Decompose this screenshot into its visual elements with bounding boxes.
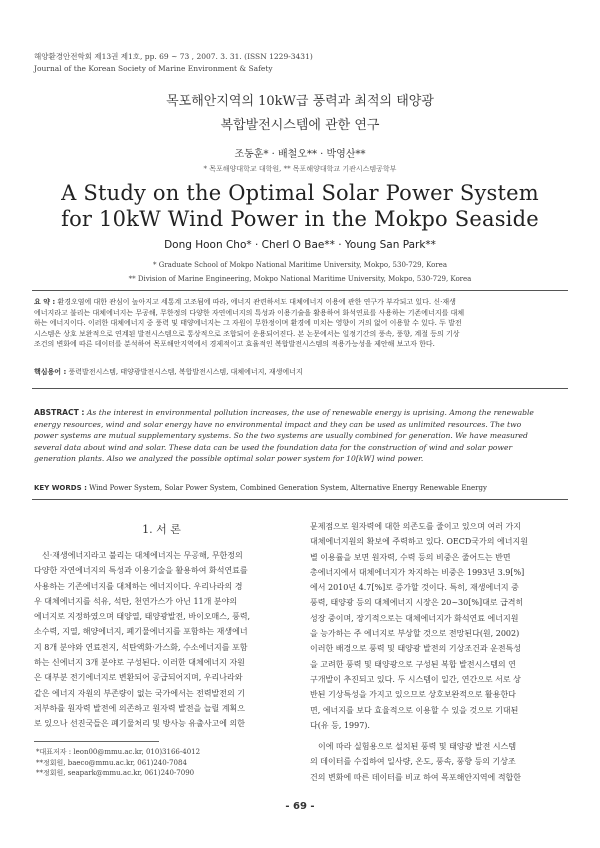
english-abstract-line: energy resources, wind and solar energy have no environmental impact and they can be used as unlimited resources. The two — [34, 419, 522, 429]
footnote-divider — [34, 741, 159, 742]
right-column — [310, 519, 566, 785]
body-line: 구개발이 추진되고 있다. 두 시스템이 일간, 연간으로 서로 상 — [310, 674, 521, 684]
keywords-divider — [32, 499, 568, 500]
korean-abstract-line: 조건의 변화에 따른 데이터를 분석하여 목포해안지역에서 경제적이고 효율적인 복합발전시스템의 적용가능성을 제안해 보고자 한다. — [34, 340, 435, 349]
body-line: 같은 에너지 자원의 부존량이 없는 국가에서는 전력발전의 기 — [34, 688, 245, 698]
body-line: 총에너지에서 대체에너지가 차지하는 비중은 1993년 3.9[%] — [310, 567, 525, 577]
english-title-line2: for 10kW Wind Power in the Mokpo Seaside — [61, 207, 539, 231]
body-line: 대체에너지원의 확보에 주력하고 있다. OECD국가의 에너지원 — [310, 537, 528, 547]
section-heading: 1. 서 론 — [142, 523, 181, 536]
korean-abstract-label: 요 약 : — [34, 298, 56, 306]
english-abstract — [34, 407, 566, 465]
body-line: 이러한 배경으로 풍력 및 태양광 발전의 기상조건과 운전특성 — [310, 644, 521, 654]
korean-abstract-line: 에너지라고 불리는 대체에너지는 무공해, 무한정의 다양한 자연에너지의 특성과 이용기술을 활용하여 화석연료를 사용하는 기존에너지를 대체 — [34, 308, 465, 317]
body-line: 성장 중이며, 장기적으로는 대체에너지가 화석연료 에너지원 — [310, 613, 519, 623]
english-keywords-text: Wind Power System, Solar Power System, Combined Generation System, Alternative Energy Renewable Energy — [89, 484, 487, 492]
body-line: 소수력, 지열, 해양에너지, 폐기물에너지를 포함하는 재생에너 — [34, 627, 248, 637]
footnote: *대표저자 : leon00@mmu.ac.kr, 010)3166-4012 — [36, 748, 201, 756]
english-affiliation-line1: * Graduate School of Mokpo National Maritime University, Mokpo, 530-729, Korea — [153, 261, 447, 269]
body-line: 반된 기상특성을 가지고 있으므로 상호보완적으로 활용한다 — [310, 690, 516, 700]
body-line: 신·재생에너지라고 불리는 대체에너지는 무공해, 무한정의 — [42, 551, 243, 560]
english-abstract-line: several data about wind and solar. These data can be used the foundation data for the construction of wind and solar power — [34, 442, 513, 452]
english-authors: Dong Hoon Cho* · Cherl O Bae** · Young San Park** — [164, 239, 436, 251]
body-line: 다양한 자연에너지의 특성과 이용기술을 활용하여 화석연료를 — [34, 566, 248, 576]
korean-keywords-label: 핵심용어 : — [34, 368, 67, 376]
body-line: 을 고려한 풍력 및 태양광으로 구성된 복합 발전시스템의 연 — [310, 659, 516, 669]
body-line: 하는 신에너지 3개 분야로 구성된다. 이러한 대체에너지 자원 — [34, 658, 245, 668]
body-line: 사용하는 기존에너지를 대체하는 에너지이다. 우리나라의 경 — [34, 581, 243, 591]
body-line: 을 능가하는 주 에너지로 부상할 것으로 전망된다(원, 2002) — [310, 629, 520, 639]
body-line: 별 이용률을 보면 원자력, 수력 등의 비중은 줄어드는 반면 — [310, 552, 511, 562]
body-line: 이에 따라 실험용으로 설치된 풍력 및 태양광 발전 시스템 — [318, 742, 517, 752]
korean-affiliation: * 목포해양대학교 대학원, ** 목포해양대학교 기관시스템공학부 — [203, 165, 397, 173]
english-affiliation-line2: ** Division of Marine Engineering, Mokpo National Maritime University, Mokpo, 530-729, Korea — [128, 275, 472, 283]
body-line: 다(유 등, 1997). — [310, 720, 370, 730]
abstract-divider — [32, 388, 568, 389]
body-line: 풍력, 태양광 등의 대체에너지 시장은 20~30[%]대로 급격히 — [310, 598, 524, 608]
body-line: 에서 2010년 4.7[%]로 증가할 것이다. 특히, 재생에너지 중 — [310, 583, 519, 593]
body-line: 의 데이터를 수집하여 일사량, 온도, 풍속, 풍향 등의 기상조 — [310, 757, 516, 767]
body-line: 로 있으나 선진국들은 폐기물처리 및 방사능 유출사고에 의한 — [34, 719, 245, 729]
korean-title-line2: 복합발전시스템에 관한 연구 — [220, 118, 380, 133]
english-abstract-line: generation plants. Also we analyzed the possible optimal solar power system for 10[kW] wind power. — [34, 454, 424, 464]
body-line: 면, 에너지를 보다 효율적으로 이용할 수 있을 것으로 기대된 — [310, 705, 519, 715]
body-line: 지 8개 분야와 연료전지, 석탄액화·가스화, 수소에너지를 포함 — [34, 642, 248, 652]
body-line: 문제점으로 원자력에 대한 의존도를 줄이고 있으며 여러 가지 — [310, 522, 521, 531]
english-abstract-line: As the interest in environmental pollution increases, the use of renewable energy is uprising. Among the renewable — [86, 408, 534, 417]
footnote: **정회원, baeco@mmu.ac.kr, 061)240-7084 — [36, 758, 187, 767]
body-line: 에너지로 지정하였으며 태양열, 태양광발전, 바이오매스, 풍력, — [34, 612, 251, 622]
korean-keywords — [34, 367, 566, 377]
korean-abstract-line: 하는 에너지이다. 이러한 대체에너지 중 풍력 및 태양에너지는 그 자원이 무한정이며 환경에 미치는 영향이 거의 없어 이용할 수 있다. 두 발전 — [34, 319, 462, 328]
left-column — [34, 548, 289, 732]
footnotes — [36, 747, 200, 779]
body-line: 건의 변화에 따른 데이터를 비교 하여 목포해안지역에 적합한 — [310, 772, 521, 782]
korean-title-line1: 목포해안지역의 10kW급 풍력과 최적의 태양광 — [166, 94, 434, 109]
footnote: **정회원, seapark@mmu.ac.kr, 061)240-7090 — [36, 769, 195, 777]
korean-abstract-line: 시스템은 상호 보완적으로 연계된 발전시스템으로 통상적으로 조합되어 운용되어진다. 본 논문에서는 일정기간의 풍속, 풍향, 계절 등의 기상 — [34, 329, 460, 338]
korean-abstract — [34, 297, 566, 350]
header-divider — [32, 290, 568, 291]
korean-abstract-line: 환경오염에 대한 관심이 높아지고 세통계 고조됨에 따라, 에너지 관련하서도 대체에너지 이용에 관한 연구가 부각되고 있다. 신·재생 — [57, 298, 456, 306]
body-line: 은 대부분 전기에너지로 변환되어 공급되어지며, 우리나라와 — [34, 673, 243, 683]
korean-keywords-text: 풍력발전시스템, 태양광발전시스템, 복합발전시스템, 대체에너지, 재생에너지 — [68, 368, 303, 376]
journal-citation: 해양환경안전학회 제13권 제1호, pp. 69 ~ 73 , 2007. 3. 31. (ISSN 1229-3431) — [34, 52, 313, 61]
body-line: 우 대체에너지를 석유, 석탄, 천연가스가 아닌 11개 분야의 — [34, 596, 238, 606]
korean-authors: 조동훈* · 배철오** · 박영산** — [234, 149, 366, 160]
english-abstract-label: ABSTRACT : — [34, 408, 85, 417]
english-keywords-label: KEY WORDS : — [34, 484, 87, 492]
english-title-line1: A Study on the Optimal Solar Power System — [61, 181, 539, 205]
page-number: - 69 - — [285, 801, 315, 812]
body-line: 저부하를 원자력 발전에 의존하고 원자력 발전을 늘릴 계획으 — [34, 703, 245, 713]
english-abstract-line: power systems are mutual supplementary systems. So the two systems are usually combined for generation. We have measured — [34, 431, 528, 441]
journal-name: Journal of the Korean Society of Marine Environment & Safety — [34, 64, 273, 73]
english-keywords — [34, 484, 566, 492]
